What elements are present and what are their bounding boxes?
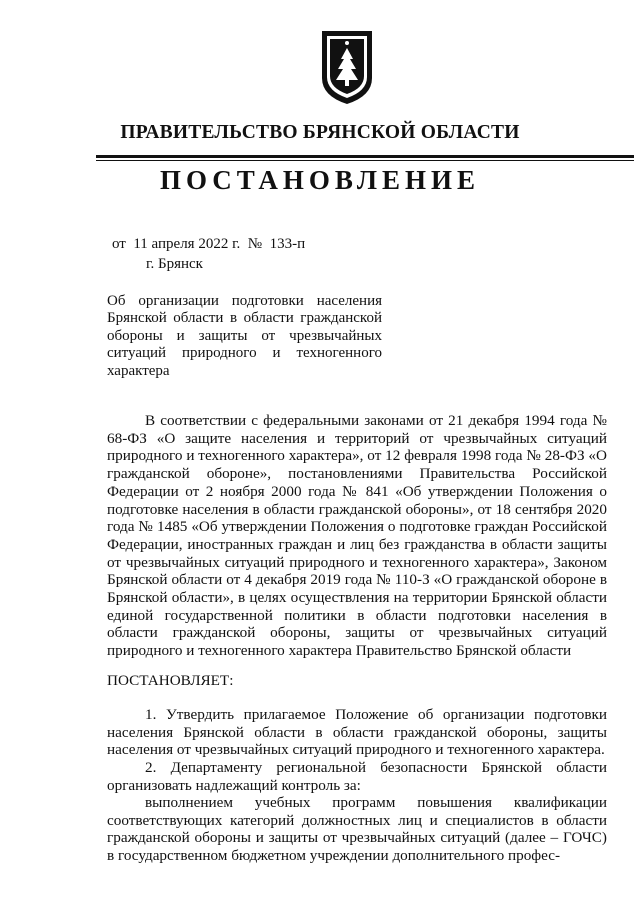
clause-1-paragraph: 1. Утвердить прилагаемое Положение об организации подготовки населения Брянской области в области гражданской обороны, защиты населения от чрезвычайных ситуаций природного и техногенного характера. [107,706,607,759]
organization-title: ПРАВИТЕЛЬСТВО БРЯНСКОЙ ОБЛАСТИ [120,122,520,143]
header-rule-thick [96,155,634,158]
clause-2-paragraph: 2. Департаменту региональной безопасности Брянской области организовать надлежащий контроль за: [107,759,607,794]
document-subject: Об организации подготовки населения Брянской области в области гражданской обороны и защиты от чрезвычайных ситуаций природного и техногенного характера [107,293,382,379]
decree-word: ПОСТАНОВЛЯЕТ: [107,672,234,689]
document-date-number: от 11 апреля 2022 г. № 133-п [112,236,306,252]
legal-basis-paragraph: В соответствии с федеральными законами от 21 декабря 1994 года № 68-ФЗ «О защите населения и территорий от чрезвычайных ситуаций природного и техногенного характера», от 12 февраля 1998 года № 28-ФЗ «О гражданской обороне», постановлениями Правительства Российской Федерации от 2 ноября 2000 года № 841 «Об утверждении Положения о подготовке населения в области гражданской обороны», от 18 сентября 2020 года № 1485 «Об утверждении Положения о подготовке граждан Российской Федерации, иностранных граждан и лиц без гражданства в области защиты от чрезвычайных ситуаций природного и техногенного характера», Законом Брянской области от 4 декабря 2019 года № 110-З «О гражданской обороне в Брянской области», в целях осуществления на территории Брянской области единой государственной политики в области подготовки населения в области гражданской обороны, защиты от чрезвычайных ситуаций природного и техногенного характера Правительство Брянской области [107,412,607,660]
document-city: г. Брянск [146,256,203,272]
clause-2-subitem-paragraph: выполнением учебных программ повышения квалификации соответствующих категорий должностных лиц и специалистов в области гражданской обороны и защиты от чрезвычайных ситуаций (далее – ГОЧС) в государственном бюджетном учреждении дополнительного профес- [107,794,607,865]
document-type-title: ПОСТАНОВЛЕНИЕ [159,165,481,195]
coat-of-arms-icon [318,28,376,106]
header-rule-thin [96,160,634,161]
